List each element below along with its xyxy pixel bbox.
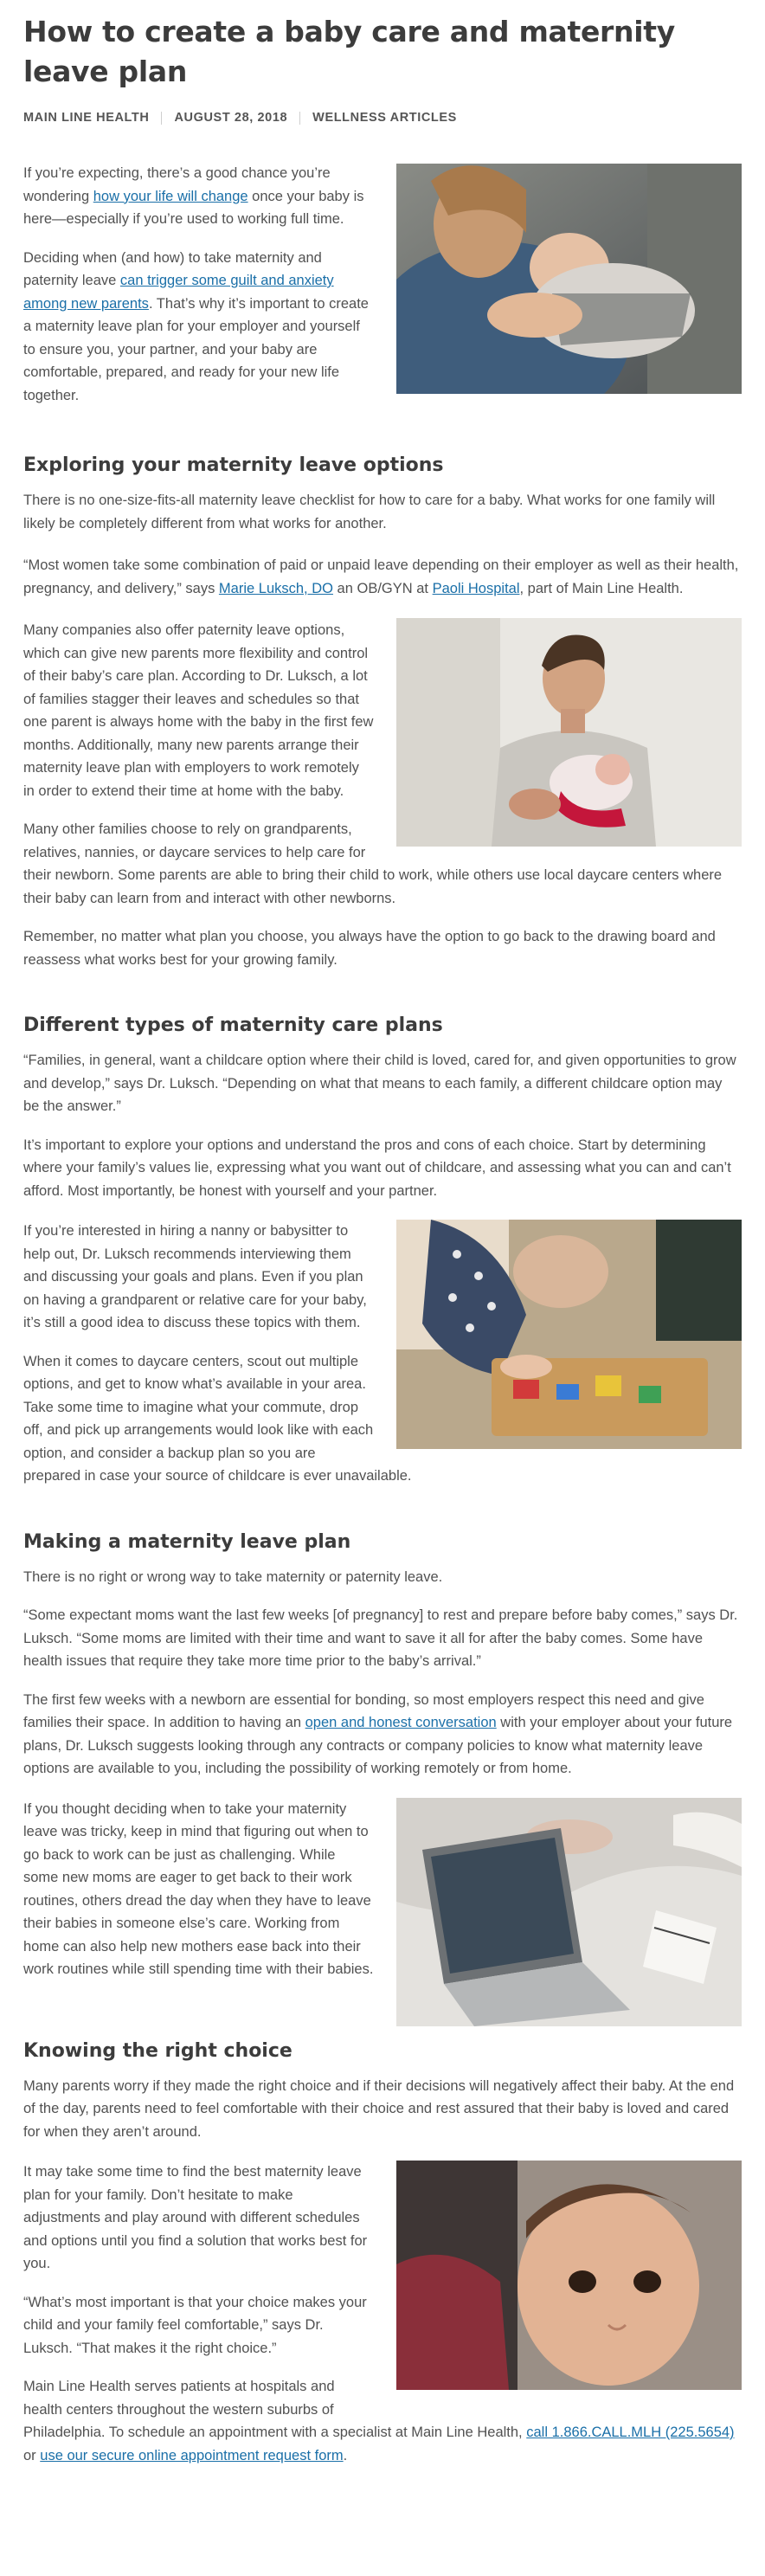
baby-face-closeup-photo (396, 2161, 742, 2390)
paragraph: There is no one-size-fits-all maternity leave checklist for how to care for a baby. What works for one family will likely be completely different from what works for another. (23, 493, 716, 531)
text: . (343, 2447, 348, 2463)
text: Deciding when (and how) to take maternity and paternity leave (23, 249, 322, 288)
call-phone-link[interactable]: call 1.866.CALL.MLH (225.5654) (526, 2425, 735, 2440)
text: , part of Main Line Health. (519, 580, 684, 596)
paragraph (23, 554, 742, 600)
text: If you’re expecting, there’s a good chance you’re wondering (23, 165, 331, 204)
laptop-with-sleeping-baby-photo (396, 1798, 742, 2026)
paoli-hospital-link[interactable]: Paoli Hospital (432, 580, 520, 596)
father-holding-baby-photo (396, 618, 742, 847)
meta-divider (161, 112, 162, 125)
marie-luksch-link[interactable]: Marie Luksch, DO (218, 580, 333, 596)
text: “Most women take some combination of paid or unpaid leave depending on their employer as well as their health, pregnancy, and delivery,” says (23, 557, 739, 596)
page-title: How to create a baby care and maternity leave plan (23, 15, 675, 88)
guilt-anxiety-link[interactable]: can trigger some guilt and anxiety among new parents (23, 273, 334, 312)
paragraph (23, 1689, 742, 1781)
article-category[interactable]: WELLNESS ARTICLES (312, 111, 457, 125)
text: . That’s why it’s important to create a maternity leave plan for your employer and yourself to ensure you, your partner, and your baby are comfortable, prepared, and ready for your new life together. (23, 295, 369, 403)
article-author[interactable]: MAIN LINE HEALTH (23, 111, 150, 125)
section-heading: Different types of maternity care plans (23, 1014, 443, 1036)
paragraph: Many parents worry if they made the right choice and if their decisions will negatively affect their baby. At the end of the day, parents need to feel comfortable with their choice and rest assured that their baby is loved and cared for when they aren’t around. (23, 2077, 735, 2140)
paragraph: When it comes to daycare centers, scout out multiple options, and get to know what’s available in your area. Take some time to imagine what your commute, drop off, and pick up arrangements would look like with each option, and consider a backup plan so you are prepared in case your source of childcare is ever unavailable. (23, 1353, 412, 1484)
article-page (0, 12, 765, 2483)
paragraph: It may take some time to find the best maternity leave plan for your family. Don’t hesitate to make adjustments and play around with different schedules and options until you find a solution that works best for you. (23, 2164, 368, 2271)
article-date: AUGUST 28, 2018 (174, 111, 288, 125)
paragraph: If you’re interested in hiring a nanny or babysitter to help out, Dr. Luksch recommends interviewing them and discussing your goals and plans. Even if you plan on having a grandparent or relative care for your baby, it’s still a good idea to discuss these topics with them. (23, 1223, 367, 1330)
appointment-form-link[interactable]: use our secure online appointment request form (40, 2447, 344, 2463)
paragraph: Many other families choose to rely on grandparents, relatives, nannies, or daycare services to help care for their newborn. Some parents are able to bring their child to work, while others use local daycare centers where their baby can learn from and interact with other newborns. (23, 821, 723, 906)
paragraph: “Families, in general, want a childcare option where their child is loved, cared for, and given opportunities to grow and develop,” says Dr. Luksch. “Depending on what that means to each family, a different childcare option may be the answer.” (23, 1053, 736, 1114)
mother-with-newborn-photo (396, 164, 742, 394)
meta-divider (299, 112, 300, 125)
text: an OB/GYN at (332, 580, 433, 596)
child-playing-puzzle-photo (396, 1220, 742, 1449)
paragraph: “Some expectant moms want the last few weeks [of pregnancy] to rest and prepare before baby comes,” says Dr. Luksch. “Some moms are limited with their time and want to save it all for after the baby comes. Some have health issues that require they take more time prior to the baby’s arrival.” (23, 1607, 738, 1669)
section-heading: Making a maternity leave plan (23, 1530, 351, 1553)
honest-conversation-link[interactable]: open and honest conversation (305, 1715, 497, 1730)
section-making-plan (23, 1530, 742, 2038)
section-right-choice (23, 2038, 742, 2483)
paragraph: Many companies also offer paternity leave options, which can give new parents more flexibility and control of their baby’s care plan. According to Dr. Luksch, a lot of families stagger their leaves and schedules so that one parent is always home with the baby in the first few months. Additionally, many new parents arrange their maternity leave plan with employers to work remotely in order to extend their time at home with the baby. (23, 622, 374, 799)
intro-section (23, 162, 742, 422)
article-meta (23, 111, 742, 125)
life-change-link[interactable]: how your life will change (93, 188, 248, 204)
paragraph: Remember, no matter what plan you choose, you always have the option to go back to the drawing board and reassess what works best for your growing family. (23, 929, 716, 968)
text: Main Line Health serves patients at hospitals and health centers throughout the western suburbs of Philadelphia. To schedule an appointment with a specialist at Main Line Health, (23, 2379, 527, 2440)
text: The first few weeks with a newborn are essential for bonding, so most employers respect this need and give families their space. In addition to having an (23, 1691, 704, 1730)
section-heading: Exploring your maternity leave options (23, 454, 444, 476)
text: with your employer about your future plans, Dr. Luksch suggests looking through any contracts or company policies to know what maternity leave options are available to you, including the possibility of working remotely or from home. (23, 1715, 733, 1776)
section-heading: Knowing the right choice (23, 2039, 292, 2062)
paragraph: It’s important to explore your options and understand the pros and cons of each choice. Start by determining where your family’s values lie, expressing what you want out of childcare, and assessing what you can and can’t afford. Most importantly, be honest with yourself and your partner. (23, 1137, 731, 1199)
text: once your baby is here—especially if you’re used to working full time. (23, 188, 364, 227)
text: or (23, 2447, 41, 2463)
paragraph: There is no right or wrong way to take maternity or paternity leave. (23, 1568, 443, 1585)
section-care-plans (23, 1013, 742, 1504)
paragraph: “What’s most important is that your choice makes your child and your family feel comfortable,” says Dr. Luksch. “That makes it the right choice.” (23, 2294, 367, 2356)
paragraph: If you thought deciding when to take your maternity leave was tricky, keep in mind that figuring out when to go back to work can be just as challenging. While some new moms are eager to get back to their work routines, others dread the day when they have to leave their babies in someone else’s care. Working from home can also help new mothers ease back into their work routines while still spending time with their babies. (23, 1800, 374, 1977)
section-leave-options (23, 453, 742, 987)
